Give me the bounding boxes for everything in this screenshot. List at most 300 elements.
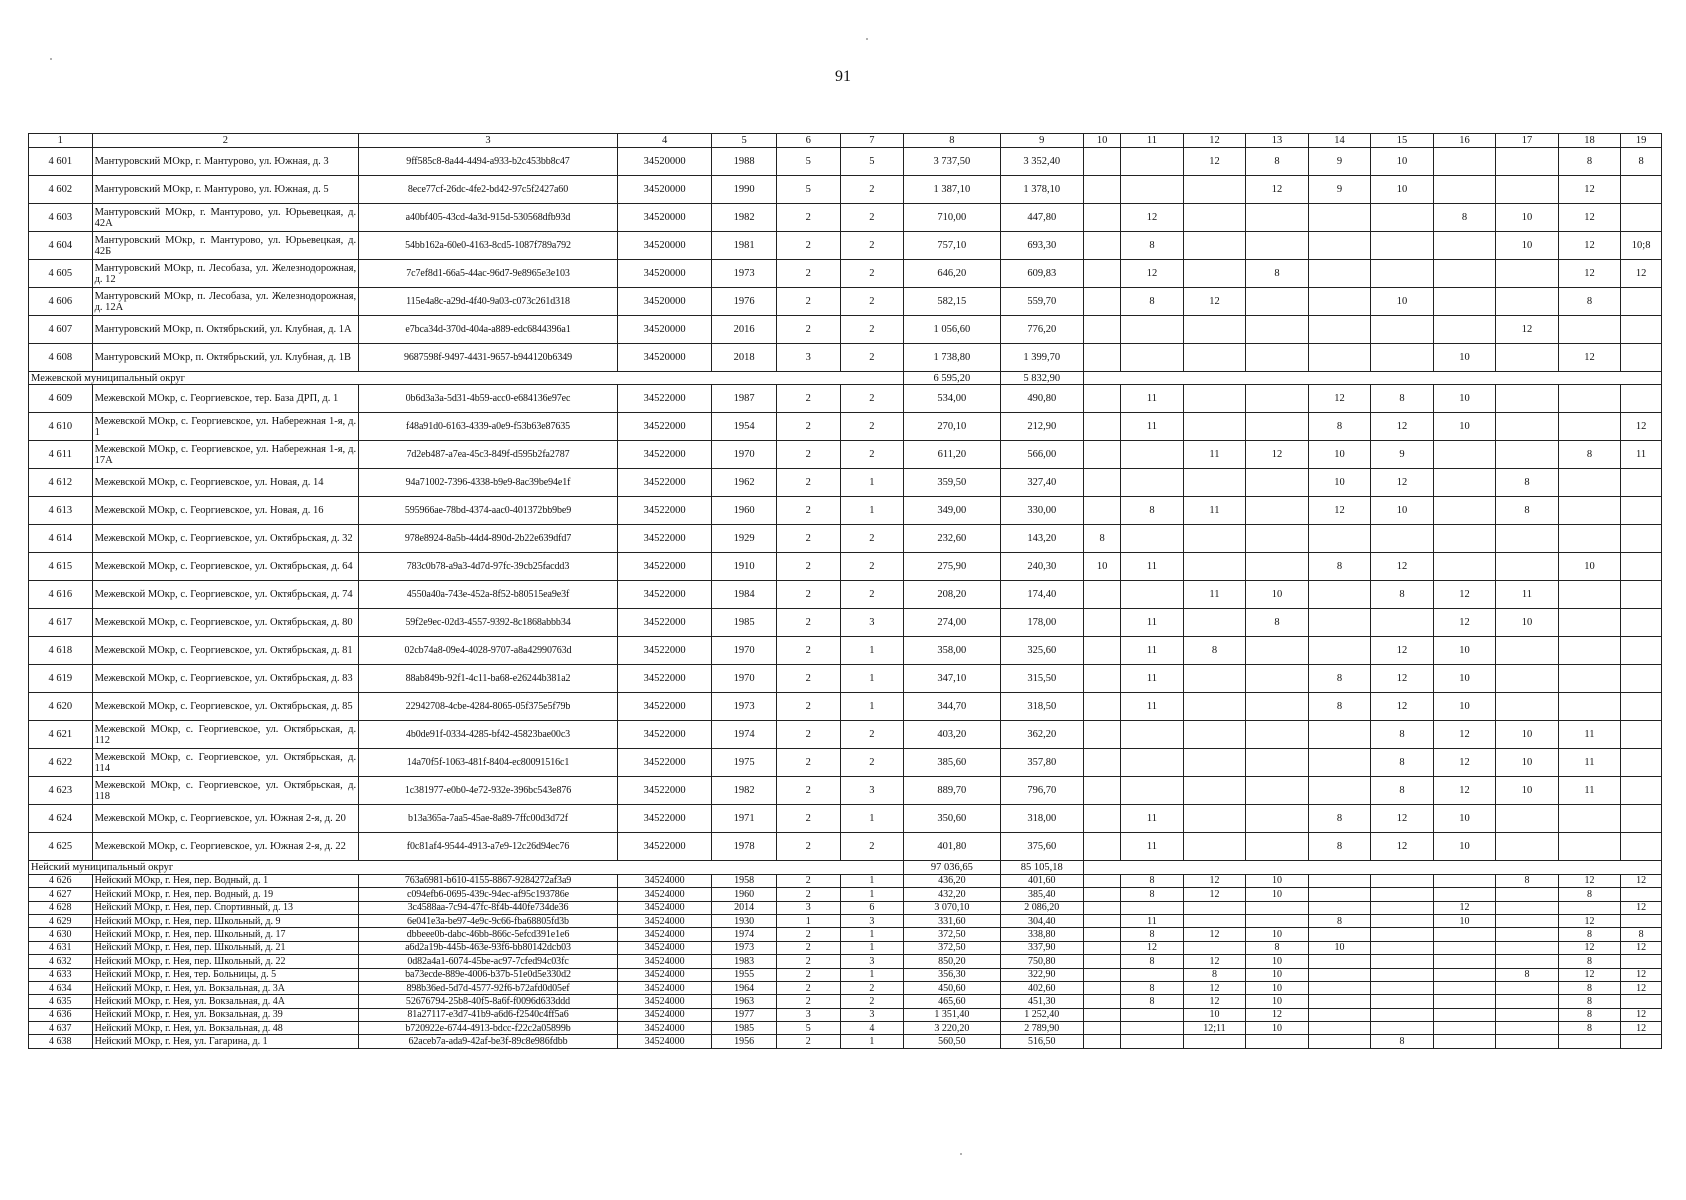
address-cell: Нейский МОкр, г. Нея, ул. Вокзальная, д. 3А [92,981,359,994]
floors-cell: 2 [776,955,840,968]
work-year-cell [1621,721,1662,749]
work-year-cell [1558,385,1621,413]
living-area-cell: 451,30 [1000,995,1083,1008]
work-year-cell: 8 [1558,995,1621,1008]
guid-cell: 978e8924-8a5b-44d4-890d-2b22e639dfd7 [359,525,618,553]
work-year-cell [1621,833,1662,861]
oktmo-cell: 34524000 [617,901,711,914]
work-year-cell [1083,344,1120,372]
total-area-cell: 270,10 [904,413,1001,441]
work-year-cell [1308,874,1371,887]
total-area-cell: 1 056,60 [904,316,1001,344]
work-year-cell [1246,805,1309,833]
total-area-cell: 3 737,50 [904,148,1001,176]
work-year-cell [1558,693,1621,721]
entrances-cell: 3 [840,609,904,637]
section-total-living-area: 5 832,90 [1000,372,1083,385]
floors-cell: 5 [776,148,840,176]
address-cell: Мантуровский МОкр, п. Октябрьский, ул. Клубная, д. 1В [92,344,359,372]
work-year-cell: 12 [1621,968,1662,981]
work-year-cell: 12 [1121,204,1184,232]
work-year-cell [1083,928,1120,941]
row-number: 4 605 [29,260,93,288]
guid-cell: ba73ecde-889e-4006-b37b-51e0d5e330d2 [359,968,618,981]
oktmo-cell: 34524000 [617,981,711,994]
living-area-cell: 174,40 [1000,581,1083,609]
oktmo-cell: 34524000 [617,1008,711,1021]
address-cell: Межевской МОкр, с. Георгиевское, ул. Октябрьская, д. 32 [92,525,359,553]
row-number: 4 623 [29,777,93,805]
work-year-cell [1308,609,1371,637]
row-number: 4 637 [29,1022,93,1035]
work-year-cell [1121,1022,1184,1035]
oktmo-cell: 34522000 [617,525,711,553]
work-year-cell: 12 [1558,344,1621,372]
year-cell: 1974 [712,928,777,941]
row-number: 4 616 [29,581,93,609]
work-year-cell: 11 [1121,553,1184,581]
address-cell: Нейский МОкр, г. Нея, ул. Гагарина, д. 1 [92,1035,359,1048]
work-year-cell: 8 [1371,777,1434,805]
entrances-cell: 1 [840,693,904,721]
column-number: 18 [1558,134,1621,148]
work-year-cell: 8 [1496,497,1559,525]
work-year-cell [1083,316,1120,344]
work-year-cell [1246,749,1309,777]
entrances-cell: 1 [840,941,904,954]
address-cell: Нейский МОкр, г. Нея, тер. Больницы, д. 5 [92,968,359,981]
work-year-cell [1083,968,1120,981]
work-year-cell: 8 [1121,955,1184,968]
guid-cell: 783c0b78-a9a3-4d7d-97fc-39cb25facdd3 [359,553,618,581]
work-year-cell [1433,148,1496,176]
total-area-cell: 432,20 [904,888,1001,901]
address-cell: Межевской МОкр, с. Георгиевское, ул. Октябрьская, д. 114 [92,749,359,777]
floors-cell: 2 [776,995,840,1008]
work-year-cell [1246,204,1309,232]
work-year-cell [1083,777,1120,805]
work-year-cell [1083,148,1120,176]
work-year-cell [1433,553,1496,581]
living-area-cell: 490,80 [1000,385,1083,413]
floors-cell: 2 [776,665,840,693]
work-year-cell [1558,901,1621,914]
work-year-cell: 12 [1558,204,1621,232]
work-year-cell: 9 [1371,441,1434,469]
oktmo-cell: 34520000 [617,204,711,232]
work-year-cell: 12 [1433,777,1496,805]
work-year-cell: 12 [1246,441,1309,469]
work-year-cell [1433,1022,1496,1035]
work-year-cell: 10;8 [1621,232,1662,260]
living-area-cell: 212,90 [1000,413,1083,441]
table-row [29,665,1662,693]
year-cell: 2018 [712,344,777,372]
guid-cell: e7bca34d-370d-404a-a889-edc6844396a1 [359,316,618,344]
total-area-cell: 450,60 [904,981,1001,994]
column-number: 2 [92,134,359,148]
row-number: 4 622 [29,749,93,777]
guid-cell: a6d2a19b-445b-463e-93f6-bb80142dcb03 [359,941,618,954]
work-year-cell [1621,288,1662,316]
address-cell: Межевской МОкр, с. Георгиевское, ул. Набережная 1-я, д. 17А [92,441,359,469]
work-year-cell [1496,901,1559,914]
work-year-cell [1246,833,1309,861]
floors-cell: 3 [776,901,840,914]
work-year-cell: 8 [1308,833,1371,861]
column-number: 9 [1000,134,1083,148]
address-cell: Нейский МОкр, г. Нея, ул. Вокзальная, д. 39 [92,1008,359,1021]
work-year-cell [1246,553,1309,581]
work-year-cell [1183,385,1246,413]
row-number: 4 610 [29,413,93,441]
oktmo-cell: 34522000 [617,497,711,525]
oktmo-cell: 34524000 [617,874,711,887]
total-area-cell: 359,50 [904,469,1001,497]
oktmo-cell: 34522000 [617,441,711,469]
entrances-cell: 2 [840,525,904,553]
oktmo-cell: 34522000 [617,413,711,441]
work-year-cell: 8 [1183,637,1246,665]
oktmo-cell: 34524000 [617,928,711,941]
work-year-cell [1083,981,1120,994]
work-year-cell: 8 [1308,914,1371,927]
entrances-cell: 2 [840,721,904,749]
work-year-cell: 12 [1621,260,1662,288]
work-year-cell [1121,581,1184,609]
work-year-cell [1558,525,1621,553]
total-area-cell: 1 738,80 [904,344,1001,372]
entrances-cell: 2 [840,981,904,994]
address-cell: Мантуровский МОкр, п. Лесобаза, ул. Железнодорожная, д. 12 [92,260,359,288]
work-year-cell: 11 [1121,385,1184,413]
work-year-cell: 10 [1496,609,1559,637]
row-number: 4 601 [29,148,93,176]
year-cell: 1960 [712,888,777,901]
address-cell: Межевской МОкр, с. Георгиевское, ул. Октябрьская, д. 64 [92,553,359,581]
work-year-cell [1246,385,1309,413]
work-year-cell: 11 [1121,914,1184,927]
total-area-cell: 465,60 [904,995,1001,1008]
floors-cell: 2 [776,288,840,316]
work-year-cell [1121,777,1184,805]
entrances-cell: 1 [840,1035,904,1048]
total-area-cell: 3 220,20 [904,1022,1001,1035]
work-year-cell: 10 [1371,497,1434,525]
work-year-cell [1121,316,1184,344]
work-year-cell: 10 [1246,888,1309,901]
work-year-cell [1246,901,1309,914]
work-year-cell: 10 [1083,553,1120,581]
living-area-cell: 402,60 [1000,981,1083,994]
work-year-cell [1433,525,1496,553]
work-year-cell [1246,232,1309,260]
work-year-cell [1308,260,1371,288]
year-cell: 1956 [712,1035,777,1048]
work-year-cell: 12 [1433,721,1496,749]
oktmo-cell: 34522000 [617,805,711,833]
work-year-cell [1371,981,1434,994]
work-year-cell [1246,637,1309,665]
work-year-cell [1083,693,1120,721]
table-row [29,955,1662,968]
year-cell: 1973 [712,693,777,721]
work-year-cell: 10 [1496,721,1559,749]
table-row [29,995,1662,1008]
work-year-cell: 11 [1121,413,1184,441]
work-year-cell [1433,955,1496,968]
entrances-cell: 2 [840,413,904,441]
address-cell: Мантуровский МОкр, п. Октябрьский, ул. Клубная, д. 1А [92,316,359,344]
work-year-cell [1558,469,1621,497]
work-year-cell [1371,1008,1434,1021]
guid-cell: 3c4588aa-7c94-47fc-8f4b-440fe734de36 [359,901,618,914]
table-row [29,1022,1662,1035]
work-year-cell [1621,385,1662,413]
row-number: 4 628 [29,901,93,914]
work-year-cell: 12 [1433,609,1496,637]
table-row [29,413,1662,441]
living-area-cell: 330,00 [1000,497,1083,525]
living-area-cell: 750,80 [1000,955,1083,968]
guid-cell: 88ab849b-92f1-4c11-ba68-e26244b381a2 [359,665,618,693]
row-number: 4 613 [29,497,93,525]
living-area-cell: 1 252,40 [1000,1008,1083,1021]
work-year-cell: 12 [1371,693,1434,721]
year-cell: 1983 [712,955,777,968]
entrances-cell: 3 [840,1008,904,1021]
living-area-cell: 3 352,40 [1000,148,1083,176]
work-year-cell: 12 [1183,981,1246,994]
work-year-cell [1558,1035,1621,1048]
work-year-cell [1621,995,1662,1008]
work-year-cell: 10 [1433,344,1496,372]
work-year-cell [1433,1008,1496,1021]
work-year-cell [1371,901,1434,914]
guid-cell: 8ece77cf-26dc-4fe2-bd42-97c5f2427a60 [359,176,618,204]
guid-cell: b13a365a-7aa5-45ae-8a89-7ffc00d3d72f [359,805,618,833]
work-year-cell [1121,749,1184,777]
row-number: 4 630 [29,928,93,941]
guid-cell: 7c7ef8d1-66a5-44ac-96d7-9e8965e3e103 [359,260,618,288]
entrances-cell: 2 [840,995,904,1008]
work-year-cell: 10 [1183,1008,1246,1021]
living-area-cell: 240,30 [1000,553,1083,581]
work-year-cell [1121,901,1184,914]
total-area-cell: 344,70 [904,693,1001,721]
floors-cell: 2 [776,232,840,260]
section-empty-cell [1083,372,1661,385]
work-year-cell [1083,260,1120,288]
work-year-cell: 10 [1433,805,1496,833]
work-year-cell: 11 [1183,497,1246,525]
row-number: 4 607 [29,316,93,344]
work-year-cell: 12 [1371,833,1434,861]
guid-cell: 898b36ed-5d7d-4577-92f6-b72afd0d05ef [359,981,618,994]
work-year-cell: 12 [1433,749,1496,777]
address-cell: Нейский МОкр, г. Нея, пер. Водный, д. 19 [92,888,359,901]
guid-cell: 54bb162a-60e0-4163-8cd5-1087f789a792 [359,232,618,260]
work-year-cell: 11 [1121,693,1184,721]
living-area-cell: 516,50 [1000,1035,1083,1048]
work-year-cell [1371,955,1434,968]
living-area-cell: 1 399,70 [1000,344,1083,372]
address-cell: Нейский МОкр, г. Нея, пер. Школьный, д. 21 [92,941,359,954]
table-row [29,553,1662,581]
work-year-cell [1246,316,1309,344]
table-row [29,874,1662,887]
work-year-cell [1496,888,1559,901]
work-year-cell [1371,968,1434,981]
work-year-cell [1496,288,1559,316]
living-area-cell: 357,80 [1000,749,1083,777]
row-number: 4 620 [29,693,93,721]
living-area-cell: 318,50 [1000,693,1083,721]
table-row [29,1035,1662,1048]
table-row [29,805,1662,833]
year-cell: 1970 [712,665,777,693]
floors-cell: 2 [776,941,840,954]
row-number: 4 614 [29,525,93,553]
work-year-cell [1183,805,1246,833]
entrances-cell: 2 [840,344,904,372]
living-area-cell: 338,80 [1000,928,1083,941]
work-year-cell: 8 [1121,288,1184,316]
guid-cell: 81a27117-e3d7-41b9-a6d6-f2540c4ff5a6 [359,1008,618,1021]
floors-cell: 2 [776,497,840,525]
work-year-cell [1621,316,1662,344]
guid-cell: 1c381977-e0b0-4e72-932e-396bc543e876 [359,777,618,805]
work-year-cell [1371,609,1434,637]
address-cell: Нейский МОкр, г. Нея, ул. Вокзальная, д. 48 [92,1022,359,1035]
living-area-cell: 385,40 [1000,888,1083,901]
oktmo-cell: 34522000 [617,777,711,805]
column-number: 6 [776,134,840,148]
floors-cell: 2 [776,316,840,344]
oktmo-cell: 34520000 [617,232,711,260]
work-year-cell: 12 [1371,805,1434,833]
work-year-cell: 10 [1246,1022,1309,1035]
table-row [29,1008,1662,1021]
floors-cell: 2 [776,721,840,749]
year-cell: 1984 [712,581,777,609]
work-year-cell [1558,609,1621,637]
scan-speck [866,38,868,40]
address-cell: Межевской МОкр, с. Георгиевское, ул. Октябрьская, д. 81 [92,637,359,665]
work-year-cell [1183,777,1246,805]
table-row [29,968,1662,981]
address-cell: Межевской МОкр, с. Георгиевское, ул. Южная 2-я, д. 22 [92,833,359,861]
work-year-cell [1246,777,1309,805]
work-year-cell: 10 [1433,693,1496,721]
work-year-cell: 10 [1433,385,1496,413]
column-number: 7 [840,134,904,148]
work-year-cell [1621,665,1662,693]
guid-cell: c094efb6-0695-439c-94ec-af95c193786e [359,888,618,901]
section-title: Межевской муниципальный округ [29,372,904,385]
column-number: 19 [1621,134,1662,148]
work-year-cell: 10 [1371,176,1434,204]
work-year-cell [1083,995,1120,1008]
row-number: 4 621 [29,721,93,749]
work-year-cell [1183,525,1246,553]
work-year-cell [1308,901,1371,914]
work-year-cell [1496,637,1559,665]
work-year-cell: 8 [1558,928,1621,941]
oktmo-cell: 34524000 [617,1035,711,1048]
work-year-cell [1246,693,1309,721]
year-cell: 1930 [712,914,777,927]
year-cell: 1976 [712,288,777,316]
address-cell: Нейский МОкр, г. Нея, пер. Школьный, д. 17 [92,928,359,941]
work-year-cell [1433,941,1496,954]
living-area-cell: 776,20 [1000,316,1083,344]
row-number: 4 602 [29,176,93,204]
scan-speck [960,1153,962,1155]
total-area-cell: 582,15 [904,288,1001,316]
work-year-cell [1433,928,1496,941]
row-number: 4 633 [29,968,93,981]
work-year-cell: 12 [1183,148,1246,176]
register-table [28,133,1662,1049]
total-area-cell: 331,60 [904,914,1001,927]
floors-cell: 3 [776,344,840,372]
work-year-cell: 12 [1371,665,1434,693]
work-year-cell [1183,1035,1246,1048]
work-year-cell [1558,833,1621,861]
work-year-cell [1083,497,1120,525]
work-year-cell [1083,955,1120,968]
work-year-cell: 8 [1246,941,1309,954]
work-year-cell: 8 [1371,721,1434,749]
work-year-cell: 12 [1558,874,1621,887]
work-year-cell [1433,469,1496,497]
work-year-cell [1496,413,1559,441]
oktmo-cell: 34522000 [617,833,711,861]
work-year-cell [1083,901,1120,914]
work-year-cell [1621,805,1662,833]
work-year-cell: 8 [1433,204,1496,232]
living-area-cell: 325,60 [1000,637,1083,665]
work-year-cell [1496,553,1559,581]
guid-cell: 62aceb7a-ada9-42af-be3f-89c8e986fdbb [359,1035,618,1048]
entrances-cell: 3 [840,955,904,968]
year-cell: 1990 [712,176,777,204]
living-area-cell: 796,70 [1000,777,1083,805]
year-cell: 1978 [712,833,777,861]
work-year-cell [1371,928,1434,941]
work-year-cell: 8 [1308,413,1371,441]
address-cell: Мантуровский МОкр, г. Мантурово, ул. Южная, д. 5 [92,176,359,204]
row-number: 4 632 [29,955,93,968]
living-area-cell: 322,90 [1000,968,1083,981]
row-number: 4 617 [29,609,93,637]
floors-cell: 2 [776,805,840,833]
work-year-cell: 8 [1308,805,1371,833]
table-row [29,204,1662,232]
living-area-cell: 362,20 [1000,721,1083,749]
work-year-cell: 8 [1496,469,1559,497]
oktmo-cell: 34522000 [617,721,711,749]
year-cell: 1977 [712,1008,777,1021]
living-area-cell: 566,00 [1000,441,1083,469]
work-year-cell [1246,1035,1309,1048]
work-year-cell [1433,874,1496,887]
work-year-cell [1183,413,1246,441]
work-year-cell [1083,1008,1120,1021]
section-empty-cell [1083,861,1661,874]
table-row [29,914,1662,927]
